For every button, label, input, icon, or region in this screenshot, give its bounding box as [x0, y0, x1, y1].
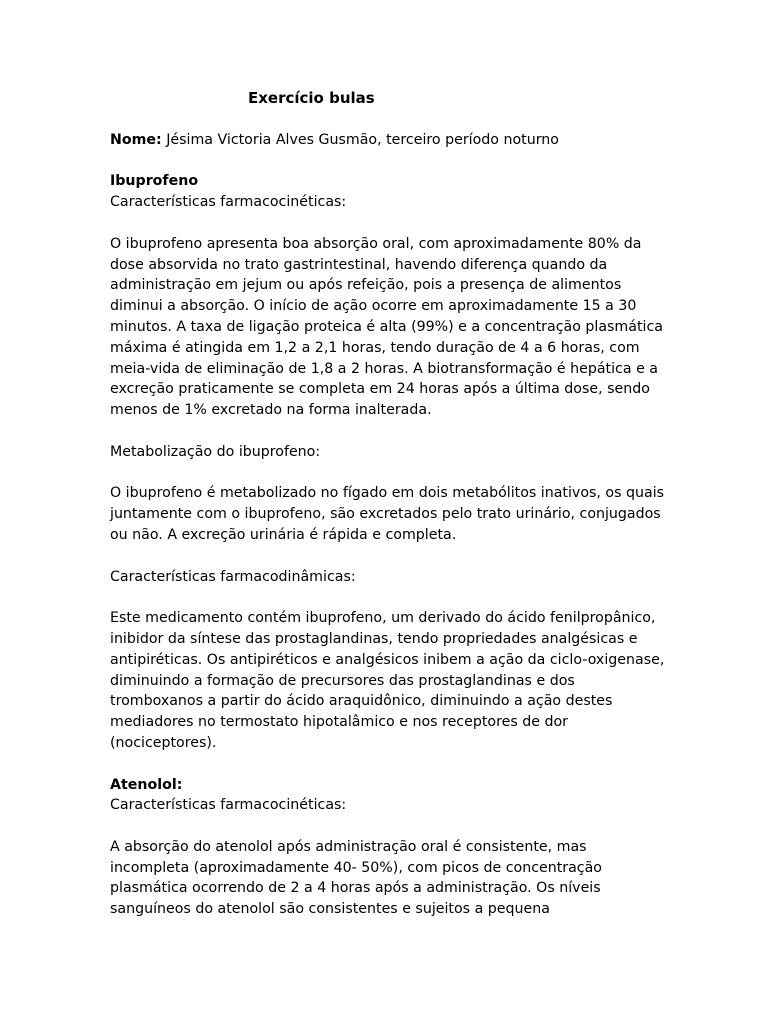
ibuprofeno-pk-text: O ibuprofeno apresenta boa absorção oral, com aproximadamente 80% da dose absorvida no trato gastrintestinal, havendo diferença quando da administração em jejum ou após refeição, pois a presença de alimentos diminui a absorção. O início de ação ocorre em aproximadamente 15 a 30 minutos. A taxa de ligação proteica é alta (99%) e a concentração plasmática máxima é atingida em 1,2 a 2,1 horas, tendo duração de 4 a 6 horas, com meia-vida de eliminação de 1,8 a 2 horas. A biotransformação é hepática e a excreção praticamente se completa em 24 horas após a última dose, sendo menos de 1% excretado na forma inalterada.	[110, 235, 663, 419]
spacer	[110, 151, 670, 172]
document-page	[110, 88, 670, 920]
spacer	[110, 213, 670, 234]
name-value: Jésima Victoria Alves Gusmão, terceiro período noturno	[161, 131, 559, 148]
spacer	[110, 463, 670, 484]
document-title: Exercício bulas	[248, 89, 375, 107]
spacer	[110, 421, 670, 442]
ibuprofeno-pk-subheading: Características farmacocinéticas:	[110, 194, 347, 211]
ibuprofeno-heading: Ibuprofeno	[110, 173, 199, 190]
spacer	[110, 754, 670, 775]
spacer	[110, 587, 670, 608]
name-line	[110, 130, 670, 151]
ibuprofeno-metab-text: O ibuprofeno é metabolizado no fígado em dois metabólitos inativos, os quais juntamente com o ibuprofeno, são excretados pelo trato urinário, conjugados ou não. A excreção urinária é rápida e completa.	[110, 485, 665, 543]
ibuprofeno-pd-subheading: Características farmacodinâmicas:	[110, 568, 356, 585]
ibuprofeno-metab-subheading: Metabolização do ibuprofeno:	[110, 443, 321, 460]
atenolol-pk-text: A absorção do atenolol após administração oral é consistente, mas incompleta (aproximadamente 40- 50%), com picos de concentração plasmática ocorrendo de 2 a 4 horas após a administração. Os níveis sanguíneos do atenolol são consistentes e sujeitos a pequena	[110, 838, 602, 918]
spacer	[110, 816, 670, 837]
atenolol-pk-subheading: Características farmacocinéticas:	[110, 797, 347, 814]
ibuprofeno-pd-text: Este medicamento contém ibuprofeno, um derivado do ácido fenilpropânico, inibidor da síntese das prostaglandinas, tendo propriedades analgésicas e antipiréticas. Os antipiréticos e analgésicos inibem a ação da ciclo-oxigenase, diminuindo a formação de precursores das prostaglandinas e dos tromboxanos a partir do ácido araquidônico, diminuindo a ação destes mediadores no termostato hipotalâmico e nos receptores de dor (nociceptores).	[110, 610, 665, 751]
atenolol-heading: Atenolol:	[110, 776, 183, 793]
name-label: Nome:	[110, 131, 162, 148]
spacer	[110, 546, 670, 567]
